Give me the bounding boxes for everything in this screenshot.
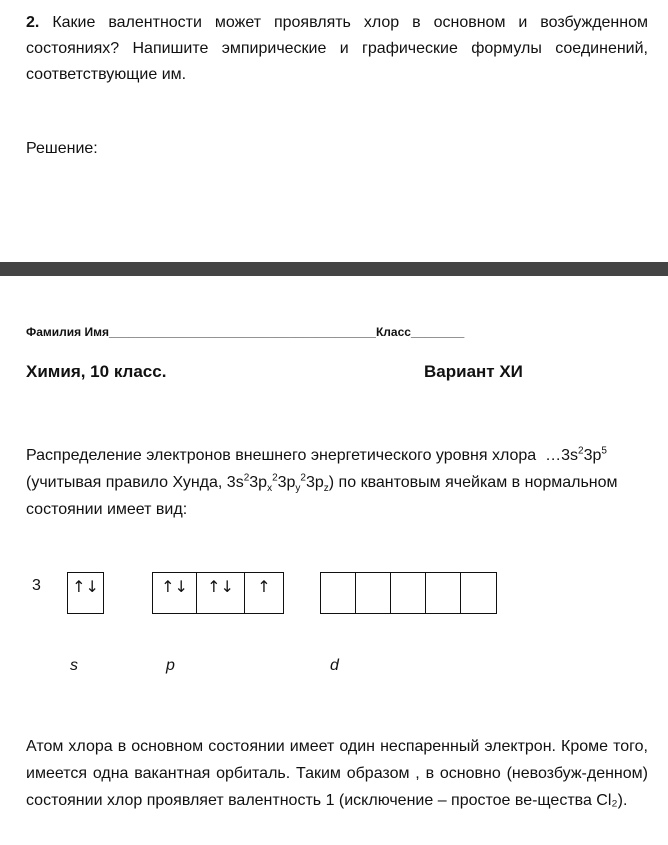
energy-level-number: 3 bbox=[32, 577, 41, 594]
variant-title: Вариант ХИ bbox=[424, 362, 523, 381]
hund-py: 3p bbox=[277, 474, 296, 491]
p-orbital-cell: ↑↓ bbox=[197, 573, 245, 613]
p-orbital-cell: ↑↓ bbox=[153, 573, 197, 613]
hund-s-exp: 2 bbox=[243, 472, 250, 484]
name-class-line bbox=[26, 325, 464, 339]
d-orbital-cell bbox=[321, 573, 356, 613]
distribution-paragraph bbox=[26, 442, 651, 523]
p-orbital-cell: ↑ bbox=[257, 577, 271, 596]
p-orbital-cells bbox=[152, 572, 284, 614]
name-label: Фамилия Имя bbox=[26, 325, 110, 339]
question-number: 2. bbox=[26, 14, 40, 31]
d-orbital-cells bbox=[320, 572, 497, 614]
class-blank: ________ bbox=[410, 325, 465, 339]
config-prefix: …3s bbox=[545, 447, 578, 464]
hund-suffix: ) по квантовым ячейкам в нормальном состоянии имеет вид: bbox=[26, 474, 618, 518]
hund-pz-sub: z bbox=[323, 483, 329, 495]
d-sublevel-label: d bbox=[330, 657, 339, 674]
hund-px-sub: x bbox=[267, 483, 273, 495]
name-blank: ________________________________________ bbox=[109, 325, 376, 339]
hund-prefix: (учитывая правило Хунда, 3s bbox=[26, 474, 244, 491]
config-p-exp: 5 bbox=[601, 445, 607, 457]
class-label: Класс bbox=[375, 325, 411, 339]
hund-py-sub: y bbox=[295, 483, 301, 495]
page-divider bbox=[0, 262, 668, 276]
hund-px: 3p bbox=[249, 474, 268, 491]
s-orbital-cells bbox=[67, 572, 104, 614]
solution-label: Решение: bbox=[26, 140, 98, 157]
subject-title: Химия, 10 класс. bbox=[26, 362, 167, 381]
config-s-exp: 2 bbox=[578, 445, 584, 457]
s-orbital-cell: ↑↓ bbox=[72, 577, 99, 596]
distribution-intro: Распределение электронов внешнего энергетического уровня хлора bbox=[26, 447, 537, 464]
d-orbital-cell bbox=[426, 573, 461, 613]
question-text: Какие валентности может проявлять хлор в основном и возбужденном состояниях? Напишите эмпирические и графические формулы соединений, соответствующие им. bbox=[26, 14, 648, 83]
d-orbital-cell bbox=[461, 573, 496, 613]
d-orbital-cell bbox=[391, 573, 426, 613]
conclusion-paragraph: Атом хлора в основном состоянии имеет один неспаренный электрон. Кроме того, имеется одна вакантная орбиталь. Таким образом , в основно (невозбуж-денном) состоянии хлор проявляет валентность 1 (исключение – простое ве-щества Cl₂). bbox=[26, 738, 648, 809]
hund-px-exp: 2 bbox=[272, 472, 278, 484]
config-p: 3p bbox=[583, 447, 602, 464]
hund-py-exp: 2 bbox=[300, 472, 306, 484]
question-block bbox=[26, 10, 648, 88]
p-sublevel-label: p bbox=[166, 657, 175, 674]
d-orbital-cell bbox=[356, 573, 391, 613]
s-sublevel-label: s bbox=[70, 657, 78, 674]
hund-pz: 3p bbox=[305, 474, 324, 491]
